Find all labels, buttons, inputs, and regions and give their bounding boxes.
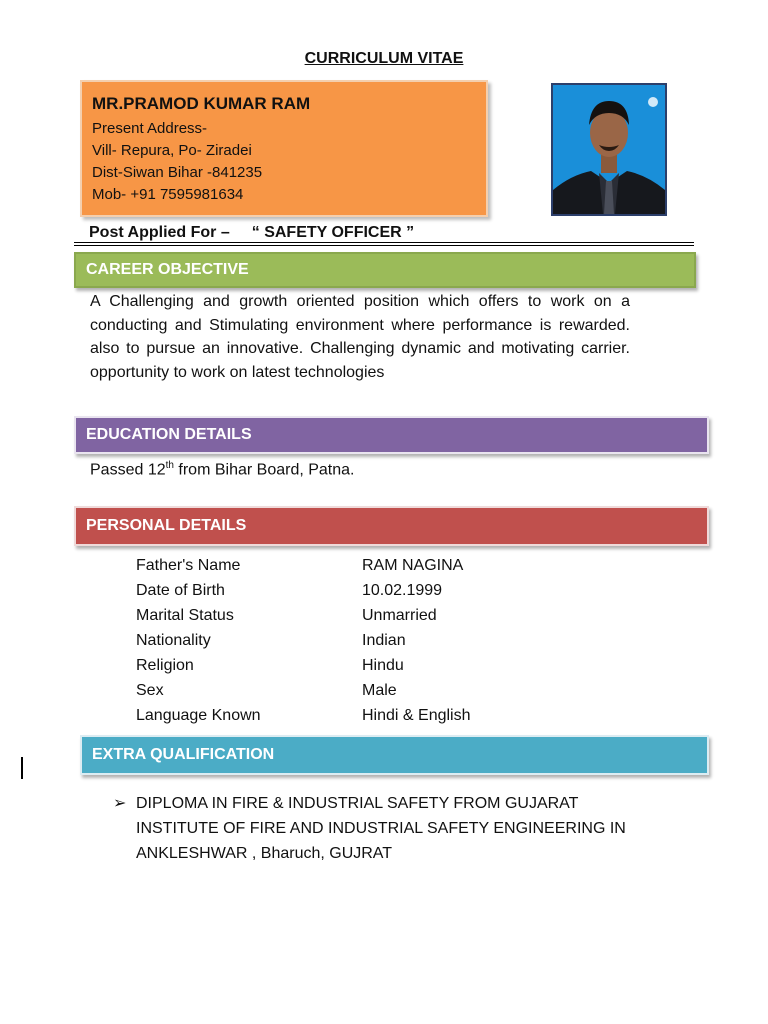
detail-value: Unmarried (362, 606, 437, 624)
address-line-1: Vill- Repura, Po- Ziradei (92, 142, 252, 159)
personal-details-table (136, 553, 471, 728)
detail-value: Hindi & English (362, 706, 471, 724)
extra-qualification-heading-text: EXTRA QUALIFICATION (92, 746, 275, 763)
detail-label: Marital Status (136, 606, 234, 624)
contact-header-box (80, 80, 488, 217)
detail-label: Language Known (136, 706, 261, 724)
education-text-start: Passed 12 (90, 461, 166, 479)
divider-line (74, 245, 694, 246)
post-applied-label: Post Applied For – (89, 224, 230, 241)
text-cursor (21, 757, 23, 779)
divider-line (74, 242, 694, 243)
detail-row (136, 703, 471, 728)
career-objective-text: A Challenging and growth oriented position which offers to work on a conducting and Stimulating environment where performance is rewarded. also to pursue an innovative. Challenging dynamic and motivating carrier. opportunity to work on latest technologies (90, 293, 630, 381)
career-objective-heading-text: CAREER OBJECTIVE (86, 261, 249, 278)
detail-row (136, 603, 471, 628)
document-title: CURRICULUM VITAE (304, 50, 464, 67)
detail-label: Date of Birth (136, 581, 225, 599)
post-applied-value: “ SAFETY OFFICER ” (251, 224, 415, 241)
detail-value: Male (362, 681, 397, 699)
detail-label: Father's Name (136, 556, 241, 574)
qualification-text: DIPLOMA IN FIRE & INDUSTRIAL SAFETY FROM GUJARAT INSTITUTE OF FIRE AND INDUSTRIAL SAFETY ENGINEERING IN ANKLESHWAR , Bharuch, GUJRAT (136, 795, 626, 862)
address-line-2: Dist-Siwan Bihar -841235 (92, 164, 263, 181)
career-objective-heading (74, 252, 696, 288)
education-details-heading-text: EDUCATION DETAILS (86, 426, 252, 443)
detail-label: Sex (136, 681, 164, 699)
personal-details-heading (74, 506, 709, 546)
address-label: Present Address- (92, 120, 208, 137)
detail-value: Hindu (362, 656, 404, 674)
detail-label: Religion (136, 656, 194, 674)
education-superscript: th (165, 460, 174, 471)
detail-value: Indian (362, 631, 406, 649)
candidate-name: MR.PRAMOD KUMAR RAM (92, 94, 311, 113)
detail-row (136, 553, 471, 578)
extra-qualification-heading (80, 735, 709, 775)
detail-row (136, 578, 471, 603)
list-item (113, 791, 653, 866)
detail-value: 10.02.1999 (362, 581, 443, 599)
detail-row (136, 653, 471, 678)
mobile-number: Mob- +91 7595981634 (92, 186, 244, 203)
education-text (90, 460, 354, 479)
education-text-end: from Bihar Board, Patna. (173, 461, 355, 479)
portrait-image (553, 85, 665, 214)
detail-row (136, 678, 471, 703)
candidate-photo (551, 83, 667, 216)
detail-value: RAM NAGINA (362, 556, 464, 574)
extra-qualification-list (113, 791, 653, 866)
detail-label: Nationality (136, 631, 211, 649)
post-applied-line (89, 224, 414, 242)
education-details-heading (74, 416, 709, 454)
detail-row (136, 628, 471, 653)
arrow-bullet-icon: ➢ (113, 795, 127, 812)
personal-details-heading-text: PERSONAL DETAILS (86, 517, 247, 534)
